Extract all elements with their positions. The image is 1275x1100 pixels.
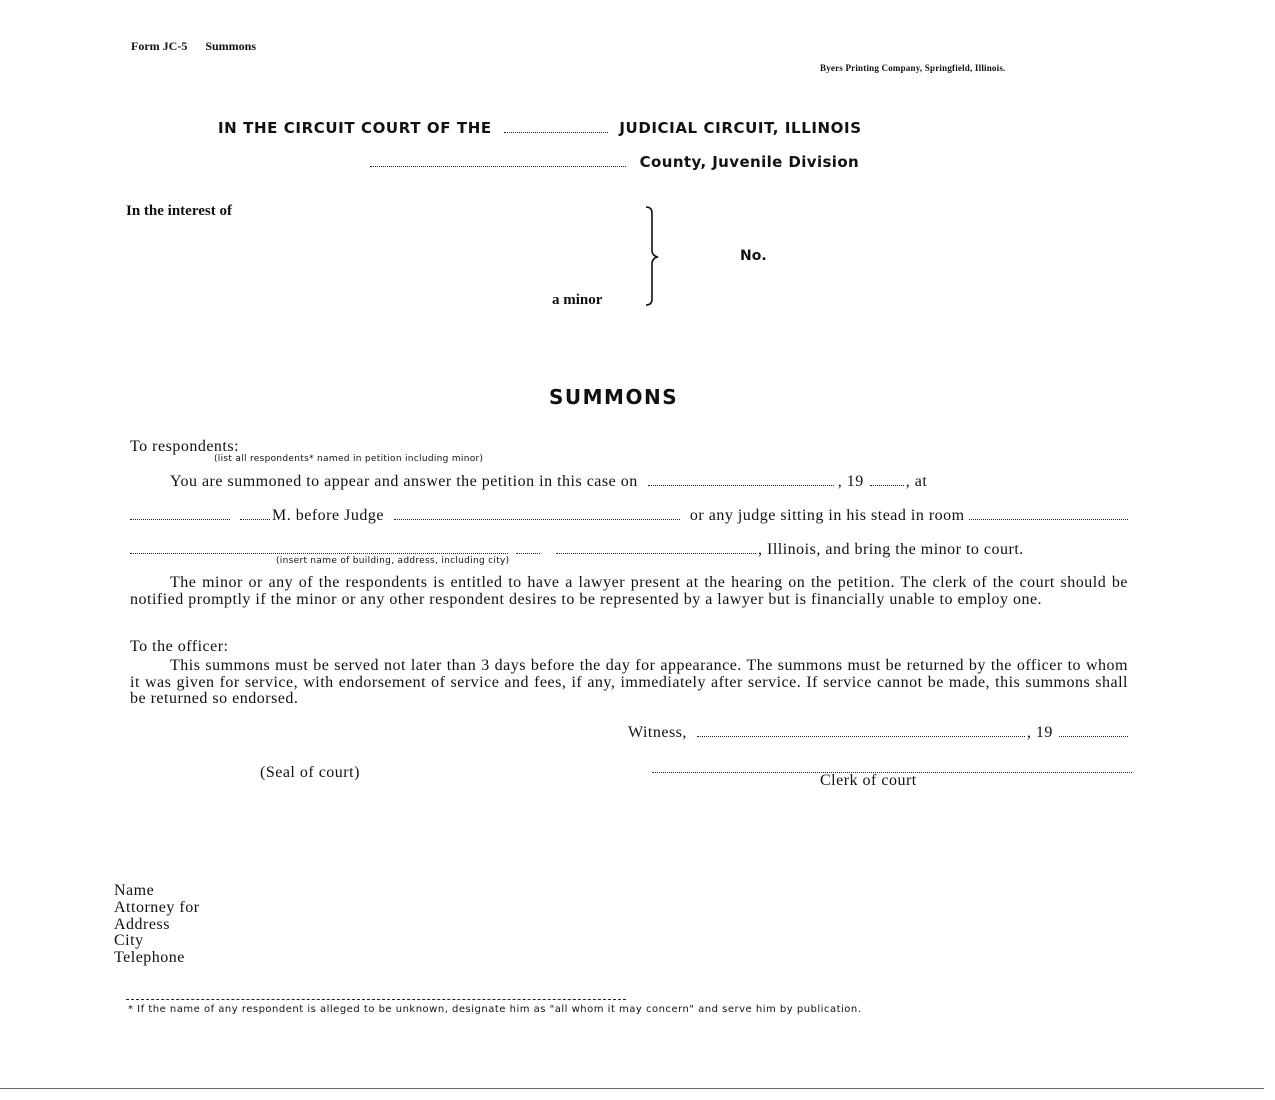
printer-credit: Byers Printing Company, Springfield, Illinois. [820, 63, 1006, 73]
appearance-date-blank[interactable] [648, 484, 834, 486]
am-pm-blank[interactable] [240, 518, 270, 520]
caption-brace [640, 204, 662, 308]
attorney-city-label: City [114, 932, 144, 950]
witness-line [628, 724, 1128, 742]
form-id: Form JC-5 [131, 39, 188, 53]
witness-year-blank[interactable] [1059, 735, 1128, 737]
lawyer-paragraph: The minor or any of the respondents is entitled to have a lawyer present at the hearing on the petition. The clerk of the court should be notified promptly if the minor or any other respondent desires to be represented by a lawyer but is financially unable to employ one. [130, 574, 1128, 608]
attorney-name-label: Name [114, 882, 155, 899]
county-division: County, Juvenile Division [639, 153, 860, 171]
summoned-text: You are summoned to appear and answer the petition in this case on [170, 473, 638, 490]
attorney-address-label: Address [114, 915, 170, 933]
before-judge-text: M. before Judge [272, 507, 384, 524]
at-text: , at [905, 473, 928, 490]
footnote-rule [126, 999, 626, 1000]
circuit-number-blank[interactable] [504, 131, 608, 133]
bring-minor-text: , Illinois, and bring the minor to court. [758, 541, 1024, 558]
judge-name-blank[interactable] [394, 518, 680, 520]
attorney-for-label: Attorney for [114, 898, 200, 916]
respondents-note: (list all respondents* named in petition including minor) [214, 454, 484, 464]
respondents-label: To respondents: [130, 438, 240, 455]
court-line1-prefix: IN THE CIRCUIT COURT OF THE [218, 119, 492, 137]
page-title: SUMMONS [549, 385, 679, 409]
appearance-line-1 [130, 473, 1128, 491]
court-heading [218, 119, 862, 137]
footnote: * If the name of any respondent is alleged to be unknown, designate him as "all whom it may concern" and serve him by publication. [128, 1004, 862, 1015]
judge-stead-text: or any judge sitting in his stead in room [689, 507, 965, 524]
officer-label: To the officer: [130, 638, 229, 655]
county-line [370, 153, 859, 171]
building-address-blank-2[interactable] [516, 552, 540, 554]
building-address-blank[interactable] [130, 552, 508, 554]
court-line1-suffix: JUDICIAL CIRCUIT, ILLINOIS [619, 119, 862, 137]
appearance-year-blank[interactable] [870, 484, 904, 486]
witness-date-blank[interactable] [697, 735, 1025, 737]
witness-label: Witness, [628, 724, 687, 741]
page-bottom-edge [0, 1088, 1264, 1089]
county-blank[interactable] [370, 165, 626, 167]
clerk-label: Clerk of court [820, 772, 917, 789]
in-interest-of: In the interest of [126, 203, 232, 219]
seal-of-court: (Seal of court) [260, 764, 360, 781]
building-note: (insert name of building, address, including city) [276, 556, 510, 566]
form-name: Summons [205, 39, 257, 53]
attorney-telephone-label: Telephone [114, 949, 185, 967]
city-blank[interactable] [556, 552, 756, 554]
appearance-time-blank[interactable] [130, 518, 230, 520]
case-number-label: No. [740, 248, 767, 264]
a-minor-label: a minor [552, 292, 603, 308]
attorney-block [114, 883, 200, 967]
witness-year-prefix: , 19 [1026, 724, 1053, 741]
year-prefix: , 19 [837, 473, 864, 490]
form-header [131, 39, 256, 54]
room-blank[interactable] [969, 518, 1128, 520]
appearance-line-2 [130, 507, 1128, 525]
officer-paragraph: This summons must be served not later than 3 days before the day for appearance. The summons must be returned by the officer to whom it was given for service, with endorsement of service and fees, if any, immediately after service. If service cannot be made, this summons shall be returned so endorsed. [130, 657, 1128, 707]
